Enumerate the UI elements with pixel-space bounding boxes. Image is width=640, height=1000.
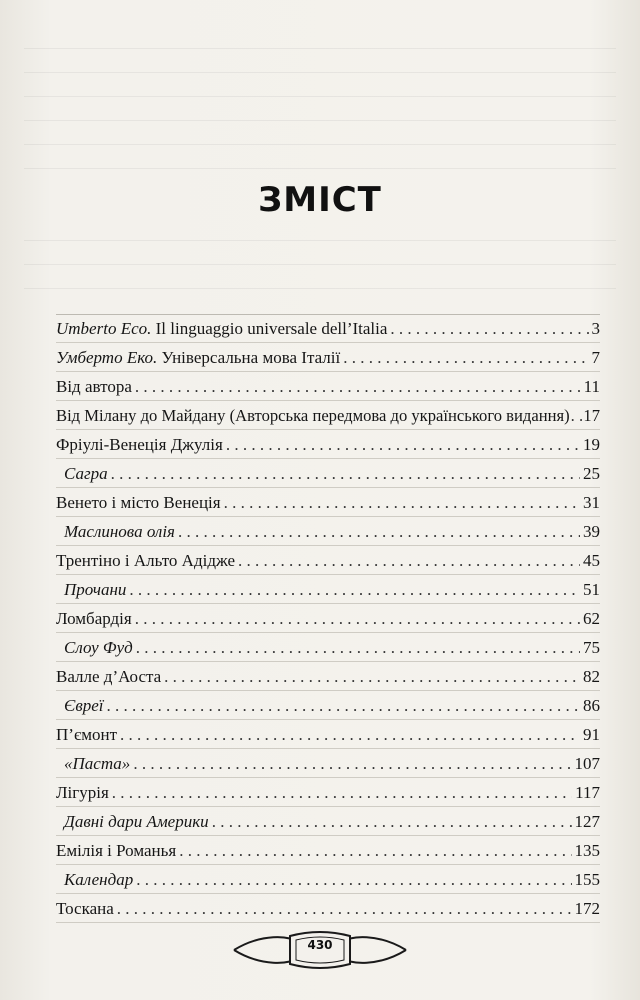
bleed-through-line [24, 168, 616, 169]
toc-entry-page: 19 [583, 435, 600, 454]
toc-entry-page: 117 [575, 783, 600, 802]
toc-entry-text: Від Мілану до Майдану (Авторська передмова до українського видання) [56, 406, 570, 425]
leader-dots [226, 435, 580, 455]
toc-entry-page: 62 [583, 609, 600, 628]
toc-entry-title [64, 522, 175, 542]
toc-entry-text: Прочани [64, 580, 127, 599]
toc-entry-page: 11 [583, 377, 600, 396]
toc-entry-title [56, 551, 235, 571]
toc-entry-title [56, 783, 109, 803]
bleed-through-line [24, 264, 616, 265]
toc-entry-page: 25 [583, 464, 600, 483]
toc-entry [56, 430, 600, 459]
toc-entry-page: 172 [574, 899, 600, 918]
toc-entry-author: Умберто Еко. [56, 348, 158, 367]
leader-dots [212, 812, 572, 832]
toc-entry-text: Емілія і Романья [56, 841, 177, 860]
leader-dots [133, 754, 571, 774]
page-folio-ornament [230, 930, 410, 970]
toc-entry-text: П’ємонт [56, 725, 118, 744]
toc-entry-title [64, 464, 108, 484]
toc-entry-page: 127 [574, 812, 600, 831]
toc-entry-page: 39 [583, 522, 600, 541]
leader-dots [135, 377, 581, 397]
toc-entry [56, 894, 600, 923]
toc-entry-text: Слоу Фуд [64, 638, 133, 657]
toc-entry-title [56, 348, 340, 368]
toc-entry-text: Венето і місто Венеція [56, 493, 221, 512]
toc-entry-text: «Паста» [64, 754, 131, 773]
toc-entry-text: Валле д’Аоста [56, 667, 162, 686]
leader-dots [390, 319, 588, 339]
toc-entry-title [56, 406, 570, 426]
toc-entry-title [56, 725, 117, 745]
toc-entry-text: Ломбардія [56, 609, 132, 628]
toc-entry-page: 86 [583, 696, 600, 715]
bleed-through-line [24, 144, 616, 145]
page-title: ЗМІСТ [258, 180, 382, 220]
toc-entry [56, 401, 600, 430]
toc-entry-text: Давні дари Америки [64, 812, 209, 831]
leader-dots [178, 522, 580, 542]
toc-entry [56, 372, 600, 401]
leader-dots [571, 406, 583, 426]
toc-entry [56, 459, 600, 488]
leader-dots [238, 551, 580, 571]
leader-dots [164, 667, 580, 687]
toc-entry [56, 604, 600, 633]
toc-entry [56, 836, 600, 865]
toc-entry-page: 31 [583, 493, 600, 512]
toc-entry-text: Лігурія [56, 783, 109, 802]
toc-entry-text: Календар [64, 870, 134, 889]
toc-entry-page: 82 [583, 667, 600, 686]
page-number: 430 [307, 938, 333, 952]
toc-entry-title [64, 870, 133, 890]
toc-entry-text: Тоскана [56, 899, 114, 918]
toc-entry-title [56, 319, 387, 339]
toc-entry [56, 807, 600, 836]
toc-entry-title [64, 696, 104, 716]
toc-entry-text: Універсальна мова Італії [157, 348, 341, 367]
toc-entry [56, 865, 600, 894]
leader-dots [136, 870, 571, 890]
bleed-through-line [24, 288, 616, 289]
toc-entry-page: 45 [583, 551, 600, 570]
toc-entry [56, 691, 600, 720]
toc-entry-text: Фріулі-Венеція Джулія [56, 435, 223, 454]
table-of-contents [56, 314, 600, 923]
toc-entry-text: Трентіно і Альто Адідже [56, 551, 236, 570]
leader-dots [120, 725, 580, 745]
toc-entry-title [56, 667, 161, 687]
toc-entry [56, 575, 600, 604]
toc-entry [56, 343, 600, 372]
toc-entry [56, 546, 600, 575]
leader-dots [343, 348, 588, 368]
toc-entry-page: 75 [583, 638, 600, 657]
toc-entry-title [64, 754, 130, 774]
leader-dots [224, 493, 580, 513]
toc-entry-text: Il linguaggio universale dell’Italia [151, 319, 388, 338]
toc-entry [56, 633, 600, 662]
leader-dots [117, 899, 572, 919]
toc-entry-text: Сагра [64, 464, 108, 483]
toc-entry [56, 778, 600, 807]
toc-entry [56, 662, 600, 691]
toc-entry-title [56, 377, 132, 397]
toc-entry [56, 314, 600, 343]
leader-dots [112, 783, 572, 803]
leader-dots [135, 609, 580, 629]
toc-entry-title [64, 812, 209, 832]
toc-entry [56, 749, 600, 778]
toc-entry-text: Від автора [56, 377, 132, 396]
leader-dots [111, 464, 580, 484]
toc-entry [56, 517, 600, 546]
leader-dots [179, 841, 571, 861]
toc-entry-title [56, 609, 132, 629]
leader-dots [129, 580, 580, 600]
toc-entry-page: 91 [583, 725, 600, 744]
toc-entry-page: 7 [591, 348, 600, 367]
toc-entry-text: Євреї [64, 696, 104, 715]
toc-entry-title [56, 841, 176, 861]
toc-entry-author: Umberto Eco. [56, 319, 152, 338]
bleed-through-line [24, 48, 616, 49]
toc-entry-page: 107 [574, 754, 600, 773]
toc-entry-title [64, 638, 133, 658]
bleed-through-line [24, 240, 616, 241]
toc-entry-title [64, 580, 126, 600]
toc-entry-title [56, 899, 114, 919]
toc-entry-page: 17 [583, 406, 600, 425]
leader-dots [136, 638, 580, 658]
toc-entry-title [56, 435, 223, 455]
bleed-through-line [24, 96, 616, 97]
toc-entry [56, 720, 600, 749]
leader-dots [107, 696, 580, 716]
toc-entry-page: 135 [574, 841, 600, 860]
toc-entry-text: Маслинова олія [64, 522, 175, 541]
toc-entry [56, 488, 600, 517]
bleed-through-line [24, 120, 616, 121]
toc-entry-page: 51 [583, 580, 600, 599]
toc-entry-page: 3 [591, 319, 600, 338]
toc-entry-title [56, 493, 221, 513]
bleed-through-line [24, 72, 616, 73]
toc-entry-page: 155 [574, 870, 600, 889]
